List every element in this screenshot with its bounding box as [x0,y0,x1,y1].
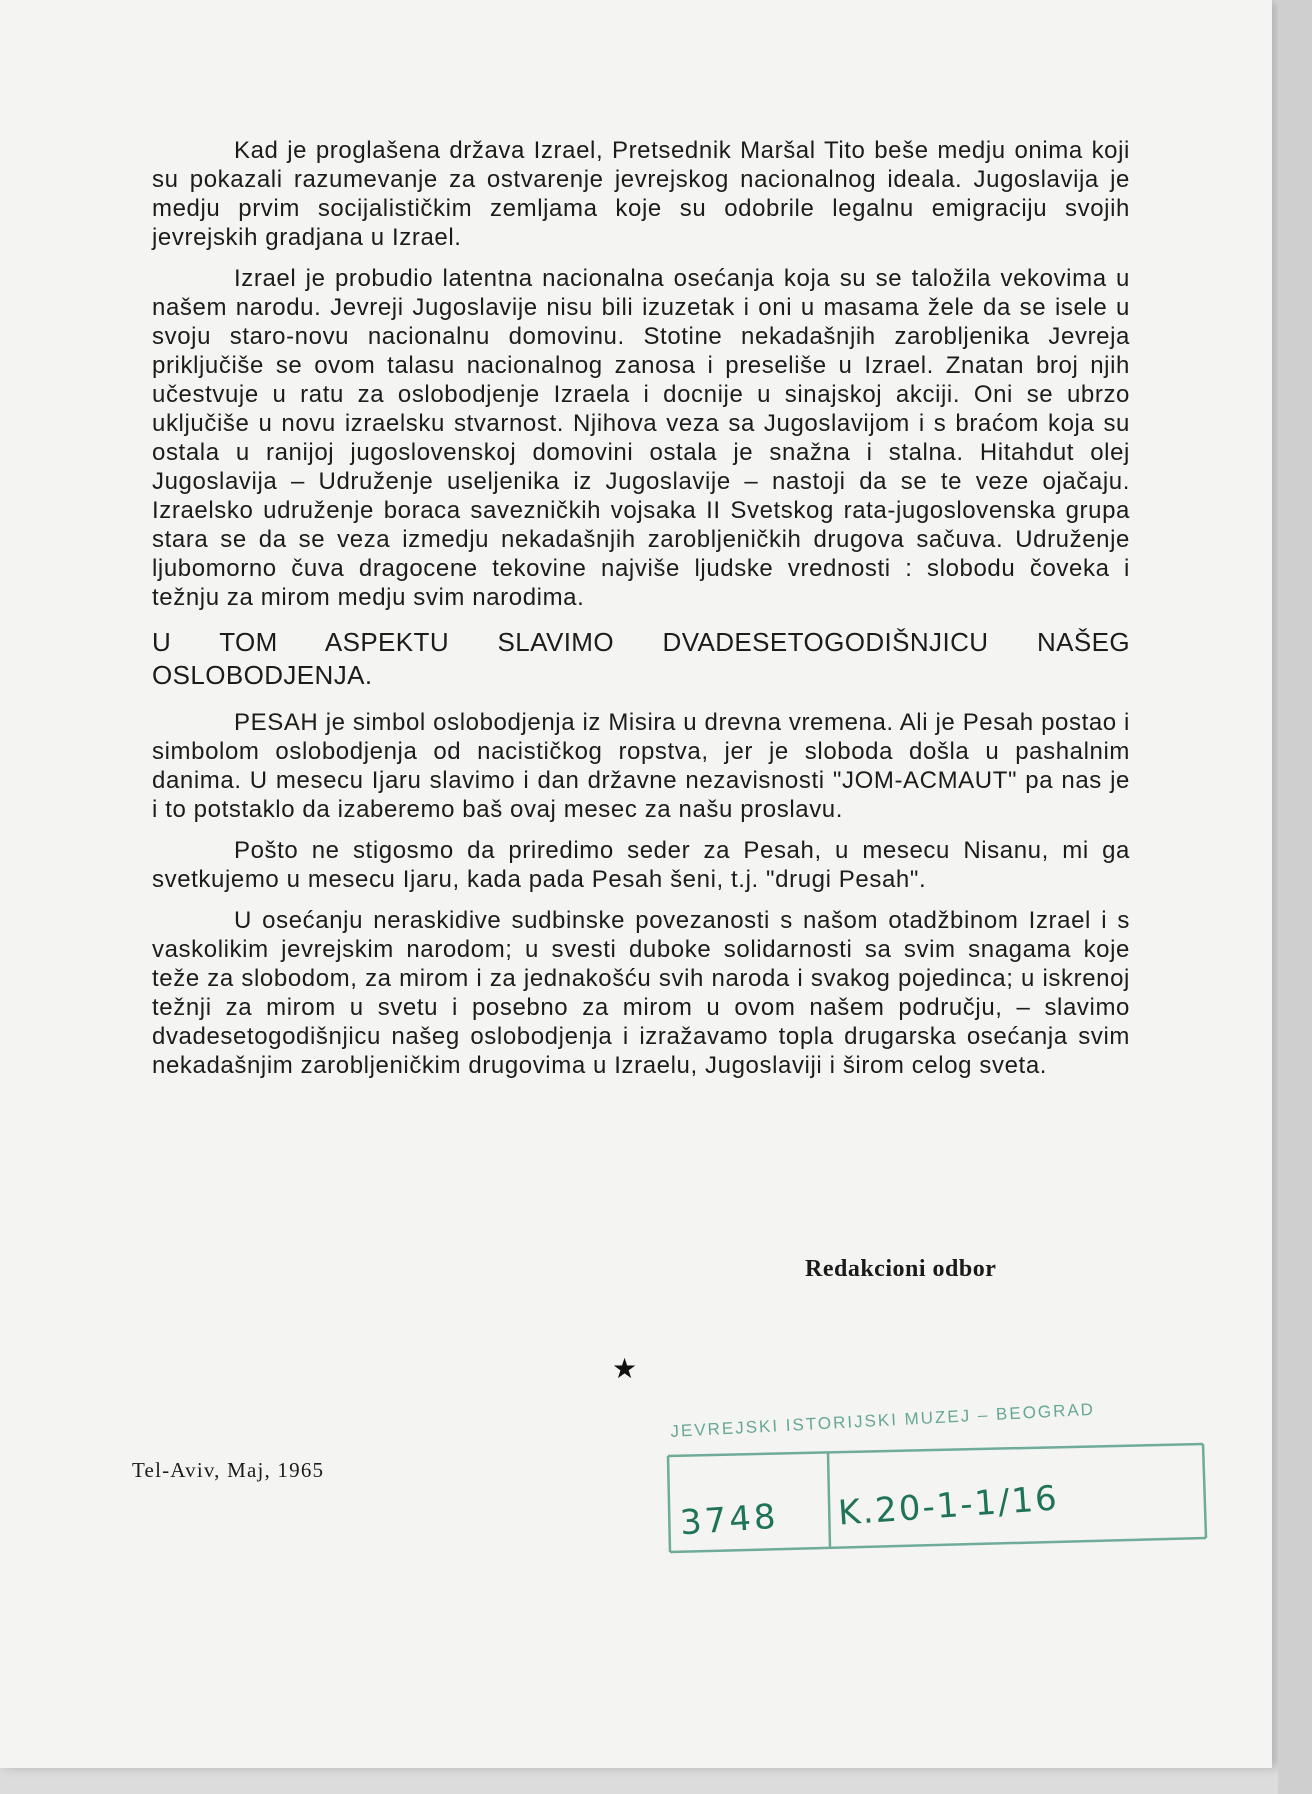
paragraph-2: Izrael je probudio latentna nacionalna osećanja koja su se taložila vekovima u našem narodu. Jevreji Jugoslavije nisu bili izuzetak i oni u masama žele da se isele u svoju staro-novu nacionalnu domovinu. Stotine nekadašnjih zarobljenika Jevreja priključiše se ovom talasu nacionalnog zanosa i preseliše u Izrael. Znatan broj njih učestvuje u ratu za oslobodjenje Izraela i docnije u sinajskoj akciji. Oni se ubrzo uključiše u novu izraelsku stvarnost. Njihova veza sa Jugoslavijom i s braćom koja su ostala u ranijoj jugoslovenskoj domovini ostala je snažna i stalna. Hitahdut olej Jugoslavija – Udruženje useljenika iz Jugoslavije – nastoji da se te veze ojačaju. Izraelsko udruženje boraca savezničkih vojsaka II Svetskog rata-jugoslovenska grupa stara se da se veza izmedju nekadašnjih zarobljeničkih drugova sačuva. Udruženje ljubomorno čuva dragocene tekovine najviše ljudske vrednosti : slobodu čoveka i težnju za mirom medju svim narodima. [152,265,1130,611]
document-body [152,136,1130,1092]
dateline: Tel-Aviv, Maj, 1965 [132,1458,325,1482]
signature-line: Redakcioni odbor [805,1256,997,1282]
stamp-signature: K.20-1-1/16 [836,1478,1061,1534]
paragraph-seder: Pošto ne stigosmo da priredimo seder za Pesah, u mesecu Nisanu, mi ga svetkujemo u mesecu Ijaru, kada pada Pesah šeni, t.j. "drugi Pesah". [152,837,1130,893]
paragraph-1: Kad je proglašena država Izrael, Pretsednik Maršal Tito beše medju onima koji su pokazali razumevanje za ostvarenje jevrejskog nacionalnog ideala. Jugoslavija je medju prvim socijalističkim zemljama koje su odobrile legalnu emigraciju svojih jevrejskih gradjana u Izrael. [152,137,1130,251]
stamp-number: 3748 [678,1496,780,1544]
archive-stamp [658,1399,1218,1576]
stamp-header: JEVREJSKI ISTORIJSKI MUZEJ – BEOGRAD [670,1399,1096,1441]
paragraph-closing: U osećanju neraskidive sudbinske povezanosti s našom otadžbinom Izrael i s vaskolikim jevrejskim narodom; u svesti duboke solidarnosti sa svim snagama koje teže za slobodom, za mirom i za jednakošću svih naroda i svakog pojedinca; u iskrenoj težnji za mirom u svetu i posebno za mirom u ovom našem području, – slavimo dvadesetogodišnjicu našeg oslobodjenja i izražavamo topla drugarska osećanja svim nekadašnjim zarobljeničkim drugovima u Izraelu, Jugoslaviji i širom celog sveta. [152,907,1130,1079]
scan-edge [1278,0,1312,1794]
star-icon: ★ [612,1352,638,1385]
section-heading: U TOM ASPEKTU SLAVIMO DVADESETOGODIŠNJICU NAŠEG OSLOBODJENJA. [152,627,1130,690]
paragraph-pesah: PESAH je simbol oslobodjenja iz Misira u drevna vremena. Ali je Pesah postao i simbolom oslobodjenja od nacističkog ropstva, jer je sloboda došla u pashalnim danima. U mesecu Ijaru slavimo i dan državne nezavisnosti "JOM-ACMAUT" pa nas je i to potstaklo da izaberemo baš ovaj mesec za našu proslavu. [152,709,1130,823]
